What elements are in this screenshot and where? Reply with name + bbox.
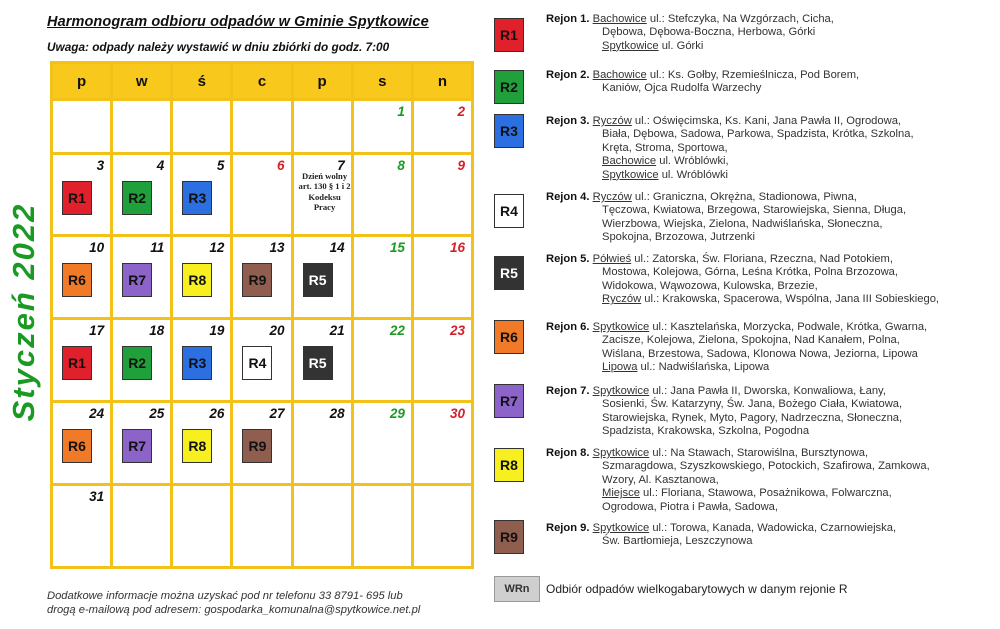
day-cell (112, 154, 172, 236)
day-number: 7 (337, 158, 345, 173)
street-list: Dębowa, Dębowa-Boczna, Herbowa, Górki (602, 26, 816, 39)
day-number: 30 (449, 406, 465, 421)
region-badge: R1 (62, 181, 92, 215)
region-line (546, 321, 996, 334)
region-code-box: R9 (494, 520, 524, 554)
street-list: Wiślana, Brzestowa, Sadowa, Klonowa Nowa, Jeziorna, Lipowa (602, 347, 918, 360)
day-cell (292, 485, 352, 568)
region-code-box: R3 (494, 114, 524, 148)
street-list: ul.: Graniczna, Okrężna, Stadionowa, Piwna, (631, 191, 857, 203)
region-badge: R9 (242, 263, 272, 297)
day-cell (112, 236, 172, 319)
region-badge: R6 (62, 263, 92, 297)
region-label: Rejon 2. (546, 69, 590, 81)
region-line (546, 501, 996, 514)
day-cell (352, 319, 412, 402)
region-code-box: R5 (494, 256, 524, 290)
day-number: 3 (96, 158, 105, 173)
day-number: 28 (329, 406, 345, 421)
region-line (546, 169, 996, 182)
bulky-waste-badge: WRn (494, 576, 540, 602)
street-list: ul.: Krakowska, Spacerowa, Wspólna, Jana III Sobieskiego, (641, 293, 940, 306)
region-description (546, 13, 996, 53)
street-list: ul.: Ks. Gołby, Rzemieślnicza, Pod Borem, (646, 69, 860, 81)
day-cell (232, 154, 292, 236)
street-list: ul. Wróblówki (658, 168, 729, 181)
weekday-header: ś (172, 63, 232, 100)
region-description (546, 253, 996, 307)
region-badge: R9 (242, 429, 272, 463)
day-number: 15 (389, 240, 405, 255)
region-line (546, 460, 996, 473)
locality-name: Spytkowice (592, 447, 650, 459)
weekday-header: n (412, 63, 472, 100)
region-line (546, 487, 996, 500)
holiday-note: Dzień wolny art. 130 § 1 i 2 Kodeksu Pracy (298, 171, 351, 212)
region-line (546, 155, 996, 168)
region-label: Rejon 4. (546, 191, 590, 203)
region-badge: R7 (122, 429, 152, 463)
day-number: 5 (216, 158, 225, 173)
region-line (546, 293, 996, 306)
street-list: Ogrodowa, Piotra i Pawła, Sadowa, (602, 500, 778, 513)
day-number: 24 (89, 406, 105, 421)
locality-name: Ryczów (592, 191, 632, 203)
region-label: Rejon 8. (546, 447, 590, 459)
region-badge: R1 (62, 346, 92, 380)
street-list: Spokojna, Brzozowa, Jutrzenki (602, 231, 755, 244)
region-code-box: R6 (494, 320, 524, 354)
day-cell (412, 485, 472, 568)
region-line (546, 398, 996, 411)
day-number: 4 (156, 158, 165, 173)
day-cell (172, 485, 232, 568)
region-badge: R2 (122, 346, 152, 380)
day-number: 8 (397, 158, 405, 173)
street-list: Zacisze, Kolejowa, Zielona, Spokojna, Nad Kanałem, Polna, (602, 334, 900, 347)
street-list: ul.: Torowa, Kanada, Wadowicka, Czarnowiejska, (649, 522, 897, 534)
day-number: 10 (89, 240, 105, 255)
day-cell (412, 100, 472, 154)
day-cell (172, 236, 232, 319)
day-cell (172, 154, 232, 236)
locality-name: Półwieś (592, 253, 632, 265)
street-list: ul.: Jana Pawła II, Dworska, Konwaliowa, Łany, (649, 385, 886, 397)
day-cell (352, 485, 412, 568)
day-number: 9 (457, 158, 465, 173)
street-list: ul.: Floriana, Stawowa, Posażnikowa, Folwarczna, (639, 487, 892, 500)
day-cell (292, 154, 352, 236)
region-line (546, 40, 996, 53)
day-number: 23 (449, 323, 465, 338)
locality-name: Ryczów (602, 293, 642, 306)
region-line (546, 535, 996, 548)
day-number: 19 (209, 323, 225, 338)
region-line (546, 191, 996, 204)
region-badge: R3 (182, 346, 212, 380)
weekday-header: c (232, 63, 292, 100)
street-list: ul. Wróblówki, (656, 155, 729, 168)
footer-line: drogą e-mailową pod adresem: gospodarka_komunalna@spytkowice.net.pl (47, 604, 421, 616)
locality-name: Bachowice (602, 155, 657, 168)
region-badge: R8 (182, 263, 212, 297)
region-description (546, 69, 996, 96)
region-label: Rejon 5. (546, 253, 590, 265)
street-list: Widokowa, Wąwozowa, Kulowska, Brzezie, (602, 279, 818, 292)
region-line (546, 412, 996, 425)
day-cell (412, 402, 472, 485)
day-cell (352, 100, 412, 154)
street-list: Szmaragdowa, Szyszkowskiego, Potockich, Szafirowa, Zamkowa, (602, 460, 930, 473)
street-list: ul. Górki (658, 39, 704, 52)
footer-line: Dodatkowe informacje można uzyskać pod nr telefonu 33 8791- 695 lub (47, 590, 403, 602)
day-cell (232, 100, 292, 154)
region-line (546, 425, 996, 438)
region-line (546, 361, 996, 374)
day-cell (172, 319, 232, 402)
day-cell (52, 100, 112, 154)
street-list: ul.: Stefczyka, Na Wzgórzach, Cicha, (646, 13, 834, 25)
day-cell (52, 485, 112, 568)
street-list: Św. Bartłomieja, Leszczynowa (602, 535, 753, 548)
calendar-grid (50, 61, 474, 569)
locality-name: Miejsce (602, 487, 640, 500)
locality-name: Lipowa (602, 361, 638, 374)
day-cell (412, 236, 472, 319)
region-badge: R7 (122, 263, 152, 297)
day-cell (52, 319, 112, 402)
street-list: Mostowa, Kolejowa, Górna, Leśna Krótka, Polna Brzozowa, (602, 266, 898, 279)
day-number: 31 (89, 489, 105, 504)
day-cell (112, 402, 172, 485)
region-line (546, 385, 996, 398)
day-cell (412, 319, 472, 402)
region-description (546, 321, 996, 375)
region-line (546, 13, 996, 26)
street-list: Kaniów, Ojca Rudolfa Warzechy (602, 82, 762, 95)
day-cell (352, 236, 412, 319)
day-number: 20 (269, 323, 285, 338)
region-code-box: R7 (494, 384, 524, 418)
day-cell (292, 402, 352, 485)
day-cell (232, 236, 292, 319)
day-cell (172, 100, 232, 154)
region-line (546, 218, 996, 231)
day-number: 17 (89, 323, 105, 338)
day-number: 22 (389, 323, 405, 338)
region-line (546, 231, 996, 244)
weekday-header: s (352, 63, 412, 100)
region-badge: R8 (182, 429, 212, 463)
day-cell (52, 154, 112, 236)
day-cell (292, 319, 352, 402)
region-line (546, 266, 996, 279)
street-list: ul.: Na Stawach, Starowiślna, Bursztynowa, (649, 447, 869, 459)
day-number: 2 (457, 104, 465, 119)
region-badge: R2 (122, 181, 152, 215)
day-cell (112, 319, 172, 402)
day-cell (232, 402, 292, 485)
region-line (546, 69, 996, 82)
day-cell (52, 402, 112, 485)
locality-name: Spytkowice (592, 321, 650, 333)
day-cell (292, 100, 352, 154)
street-list: Wierzbowa, Wiejska, Zielona, Nadwiślańska, Słoneczna, (602, 217, 883, 230)
contact-footer (47, 589, 420, 617)
street-list: ul.: Nadwiślańska, Lipowa (637, 361, 770, 374)
street-list: Biała, Dębowa, Sadowa, Parkowa, Spadzista, Krótka, Szkolna, (602, 128, 914, 141)
region-line (546, 142, 996, 155)
locality-name: Bachowice (592, 13, 647, 25)
day-cell (352, 154, 412, 236)
day-cell (172, 402, 232, 485)
day-cell (232, 319, 292, 402)
schedule-title: Harmonogram odbioru odpadów w Gminie Spytkowice (47, 14, 429, 30)
locality-name: Spytkowice (592, 385, 650, 397)
street-list: Spadzista, Krakowska, Szkolna, Pogodna (602, 425, 810, 438)
region-label: Rejon 6. (546, 321, 590, 333)
region-line (546, 348, 996, 361)
region-badge: R6 (62, 429, 92, 463)
region-line (546, 334, 996, 347)
locality-name: Spytkowice (592, 522, 650, 534)
region-description (546, 191, 996, 245)
day-cell (412, 154, 472, 236)
region-line (546, 253, 996, 266)
region-line (546, 522, 996, 535)
region-label: Rejon 3. (546, 115, 590, 127)
day-cell (112, 485, 172, 568)
month-label: Styczeń 2022 (6, 202, 41, 422)
region-code-box: R8 (494, 448, 524, 482)
day-number: 26 (209, 406, 225, 421)
day-cell (52, 236, 112, 319)
locality-name: Spytkowice (602, 168, 659, 181)
day-number: 18 (149, 323, 165, 338)
day-cell (112, 100, 172, 154)
region-description (546, 447, 996, 514)
region-description (546, 385, 996, 439)
region-line (546, 115, 996, 128)
day-number: 12 (209, 240, 225, 255)
street-list: Tęczowa, Kwiatowa, Brzegowa, Starowiejska, Sienna, Długa, (602, 204, 907, 217)
region-code-box: R2 (494, 70, 524, 104)
region-line (546, 128, 996, 141)
street-list: Starowiejska, Rynek, Myto, Pagory, Nadrzeczna, Słoneczna, (602, 411, 903, 424)
street-list: Kręta, Stroma, Sportowa, (602, 141, 728, 154)
locality-name: Spytkowice (602, 39, 659, 52)
bulky-waste-legend: Odbiór odpadów wielkogabarytowych w danym rejonie R (546, 582, 848, 596)
region-badge: R4 (242, 346, 272, 380)
region-badge: R5 (303, 263, 333, 297)
day-number: 13 (269, 240, 285, 255)
day-number: 11 (150, 240, 165, 255)
street-list: Sosienki, Św. Katarzyny, Św. Jana, Bożego Ciała, Kwiatowa, (602, 398, 903, 411)
region-label: Rejon 7. (546, 385, 590, 397)
region-code-box: R4 (494, 194, 524, 228)
day-number: 25 (149, 406, 165, 421)
day-cell (232, 485, 292, 568)
region-line (546, 82, 996, 95)
street-list: ul.: Zatorska, Św. Floriana, Rzeczna, Nad Potokiem, (631, 253, 893, 265)
day-number: 21 (329, 323, 345, 338)
region-label: Rejon 1. (546, 13, 590, 25)
region-code-box: R1 (494, 18, 524, 52)
day-number: 27 (269, 406, 285, 421)
day-cell (292, 236, 352, 319)
locality-name: Bachowice (592, 69, 647, 81)
region-badge: R3 (182, 181, 212, 215)
weekday-header: w (112, 63, 172, 100)
street-list: ul.: Kasztelańska, Morzycka, Podwale, Krótka, Gwarna, (649, 321, 928, 333)
street-list: ul.: Oświęcimska, Ks. Kani, Jana Pawła II, Ogrodowa, (631, 115, 902, 127)
region-line (546, 26, 996, 39)
region-line (546, 447, 996, 460)
region-line (546, 204, 996, 217)
locality-name: Ryczów (592, 115, 632, 127)
day-number: 1 (397, 104, 405, 119)
region-line (546, 474, 996, 487)
day-number: 14 (329, 240, 345, 255)
weekday-header: p (52, 63, 112, 100)
day-number: 6 (277, 158, 285, 173)
region-description (546, 522, 996, 549)
weekday-header: p (292, 63, 352, 100)
month-label-wrap (2, 116, 46, 508)
day-cell (352, 402, 412, 485)
collection-note: Uwaga: odpady należy wystawić w dniu zbiórki do godz. 7:00 (47, 40, 390, 54)
street-list: Wzory, Al. Kasztanowa, (602, 473, 719, 486)
region-badge: R5 (303, 346, 333, 380)
region-line (546, 280, 996, 293)
day-number: 29 (389, 406, 405, 421)
region-description (546, 115, 996, 182)
day-number: 16 (449, 240, 465, 255)
region-label: Rejon 9. (546, 522, 590, 534)
